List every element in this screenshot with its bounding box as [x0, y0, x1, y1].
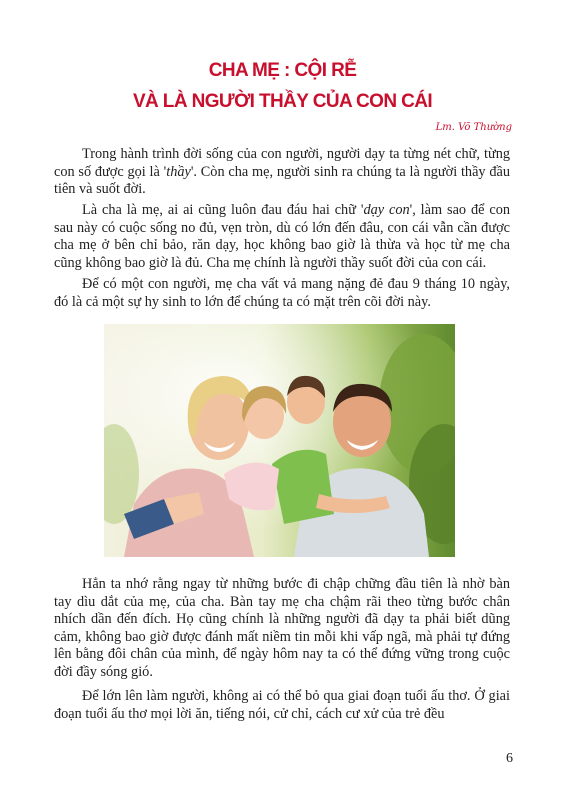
paragraph-4 — [54, 576, 510, 682]
paragraph-2 — [54, 202, 510, 272]
title-line-2: VÀ LÀ NGƯỜI THẦY CỦA CON CÁI — [132, 91, 433, 112]
title-line-1: CHA MẸ : CỘI RỄ — [208, 60, 357, 81]
page-number: 6 — [506, 751, 513, 766]
paragraph-3 — [54, 276, 510, 311]
text-run: '. Còn cha mẹ, người sinh ra chúng ta là người thầy đầu tiên và suốt đời. — [54, 163, 510, 198]
text-run: Hẳn ta nhớ rằng ngay từ những bước đi chập chững đầu tiên là nhờ bàn tay dìu dắt của mẹ, của cha. Bàn tay mẹ cha chậm rãi theo từng bước chân nhích dần đến đích. Họ cũng chính là những người đã dạy ta phải biết dũng cảm, không bao giờ được đánh mất niềm tin mỗi khi vấp ngã, mà phải tự đứng lên bằng đôi chân của mình, để ngày hôm nay ta có thể đứng vững trong cuộc đời đầy sóng gió. — [54, 576, 510, 680]
author-signature: Lm. Võ Thường — [435, 122, 512, 133]
text-run: Là cha là mẹ, ai ai cũng luôn đau đáu hai chữ ' — [82, 202, 364, 218]
italic-term: dạy con — [363, 202, 410, 218]
text-run: ', làm sao để con sau này có cuộc sống no đủ, vẹn tròn, dù có lớn đến đâu, con cái vẫn cần được cha mẹ ở bên chỉ bảo, răn dạy, học không bao giờ là thừa và học từ mẹ cha cũng không bao giờ là đủ. Cha mẹ chính là người thầy suốt đời của con cái. — [54, 202, 510, 271]
paragraph-1 — [54, 146, 510, 199]
paragraph-5 — [54, 688, 510, 723]
text-run: Trong hành trình đời sống của con người, người dạy ta từng nét chữ, từng con số được gọi là ' — [54, 146, 510, 180]
text-run: Để lớn lên làm người, không ai có thể bỏ qua giai đoạn tuổi ấu thơ. Ở giai đoạn tuổi ấu thơ mọi lời ăn, tiếng nói, cử chỉ, cách cư xử của trẻ đều — [54, 688, 510, 722]
family-photo — [104, 324, 455, 557]
text-run: Để có một con người, mẹ cha vất vả mang nặng đẻ đau 9 tháng 10 ngày, đó là cả một sự hy sinh to lớn để chúng ta có mặt trên cõi đời này. — [54, 276, 510, 310]
italic-term: thầy — [166, 163, 191, 180]
